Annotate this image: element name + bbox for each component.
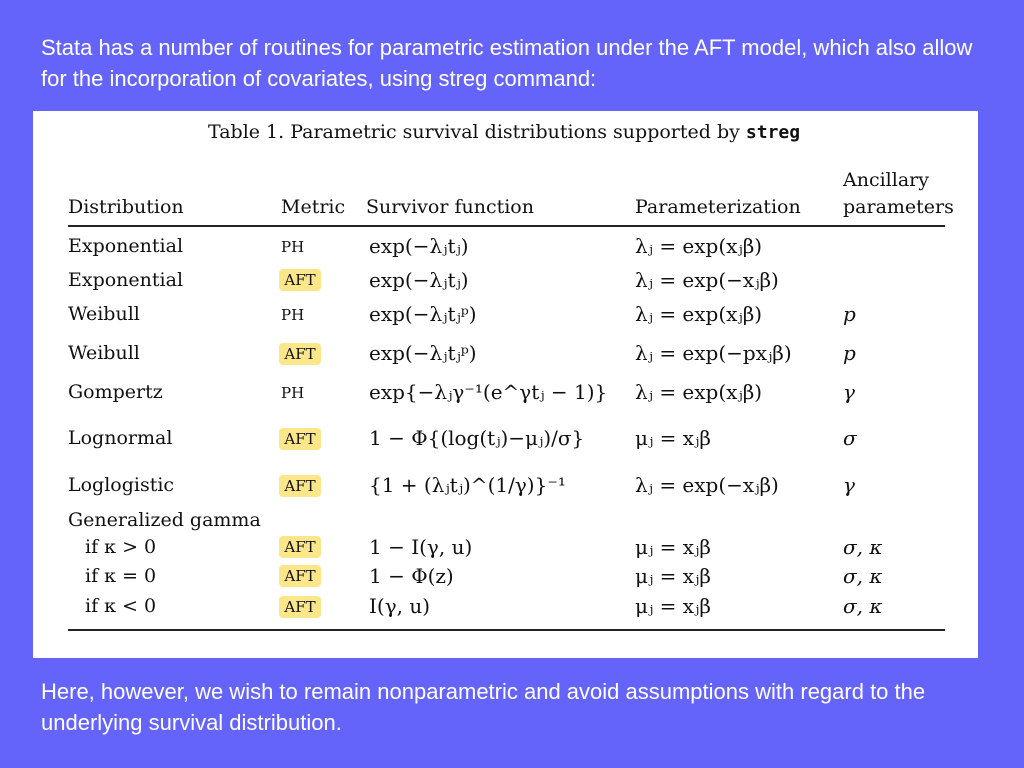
table-image	[33, 111, 978, 658]
row-9-distribution: if κ = 0	[85, 565, 157, 587]
row-10-metric: AFT	[279, 596, 321, 618]
row-5-param: μⱼ = xⱼβ	[635, 426, 711, 450]
row-2-survivor: exp(−λⱼtⱼᵖ)	[369, 302, 477, 326]
row-10-ancillary: σ, κ	[843, 594, 883, 618]
row-0-metric: PH	[281, 238, 305, 256]
row-8-ancillary: σ, κ	[843, 535, 883, 559]
row-1-distribution: Exponential	[68, 269, 184, 291]
row-10-param: μⱼ = xⱼβ	[635, 594, 711, 618]
row-3-param: λⱼ = exp(−pxⱼβ)	[635, 341, 792, 365]
row-0-survivor: exp(−λⱼtⱼ)	[369, 234, 469, 258]
row-1-param: λⱼ = exp(−xⱼβ)	[635, 268, 779, 292]
row-4-metric: PH	[281, 384, 305, 402]
header-param: Parameterization	[635, 196, 801, 218]
header-distribution: Distribution	[68, 196, 184, 218]
row-6-param: λⱼ = exp(−xⱼβ)	[635, 473, 779, 497]
row-3-distribution: Weibull	[68, 342, 140, 364]
row-4-param: λⱼ = exp(xⱼβ)	[635, 380, 763, 404]
header-survivor: Survivor function	[366, 196, 534, 218]
row-3-survivor: exp(−λⱼtⱼᵖ)	[369, 341, 477, 365]
row-9-metric: AFT	[279, 565, 321, 587]
row-2-metric: PH	[281, 306, 305, 324]
header-ancillary-1: Ancillary	[843, 169, 929, 191]
row-5-ancillary: σ	[843, 426, 857, 450]
row-8-param: μⱼ = xⱼβ	[635, 535, 711, 559]
row-10-survivor: I(γ, u)	[369, 594, 431, 618]
row-8-metric: AFT	[279, 536, 321, 558]
table-caption	[208, 121, 800, 143]
header-ancillary-2: parameters	[843, 196, 954, 218]
row-4-ancillary: γ	[843, 380, 855, 404]
row-8-distribution: if κ > 0	[85, 536, 157, 558]
row-9-survivor: 1 − Φ(z)	[369, 564, 454, 588]
bottom-rule	[68, 629, 945, 631]
header-rule	[68, 225, 945, 227]
row-5-metric: AFT	[279, 428, 321, 450]
row-1-survivor: exp(−λⱼtⱼ)	[369, 268, 469, 292]
row-9-param: μⱼ = xⱼβ	[635, 564, 711, 588]
row-4-survivor: exp{−λⱼγ⁻¹(e^γtⱼ − 1)}	[369, 380, 608, 404]
row-0-distribution: Exponential	[68, 235, 184, 257]
row-3-ancillary: p	[843, 341, 856, 365]
row-0-param: λⱼ = exp(xⱼβ)	[635, 234, 763, 258]
caption-command: streg	[745, 122, 801, 143]
row-2-distribution: Weibull	[68, 303, 140, 325]
intro-text: Stata has a number of routines for parametric estimation under the AFT model, which also allow for the incorporation of covariates, using streg command:	[41, 35, 973, 91]
row-10-distribution: if κ < 0	[85, 595, 157, 617]
row-1-metric: AFT	[279, 269, 321, 291]
row-6-ancillary: γ	[843, 473, 855, 497]
row-8-survivor: 1 − I(γ, u)	[369, 535, 473, 559]
row-5-distribution: Lognormal	[68, 427, 173, 449]
row-4-distribution: Gompertz	[68, 381, 163, 403]
row-2-ancillary: p	[843, 302, 856, 326]
outro-text: Here, however, we wish to remain nonparametric and avoid assumptions with regard to the underlying survival distribution.	[41, 679, 926, 735]
row-6-survivor: {1 + (λⱼtⱼ)^(1/γ)}⁻¹	[369, 473, 566, 497]
caption-text: Table 1. Parametric survival distributions supported by	[208, 121, 740, 143]
row-6-metric: AFT	[279, 475, 321, 497]
header-metric: Metric	[281, 196, 346, 218]
row-6-distribution: Loglogistic	[68, 474, 175, 496]
row-5-survivor: 1 − Φ{(log(tⱼ)−μⱼ)/σ}	[369, 426, 585, 450]
row-9-ancillary: σ, κ	[843, 564, 883, 588]
row-3-metric: AFT	[279, 343, 321, 365]
row-2-param: λⱼ = exp(xⱼβ)	[635, 302, 763, 326]
row-7-distribution: Generalized gamma	[68, 509, 261, 531]
